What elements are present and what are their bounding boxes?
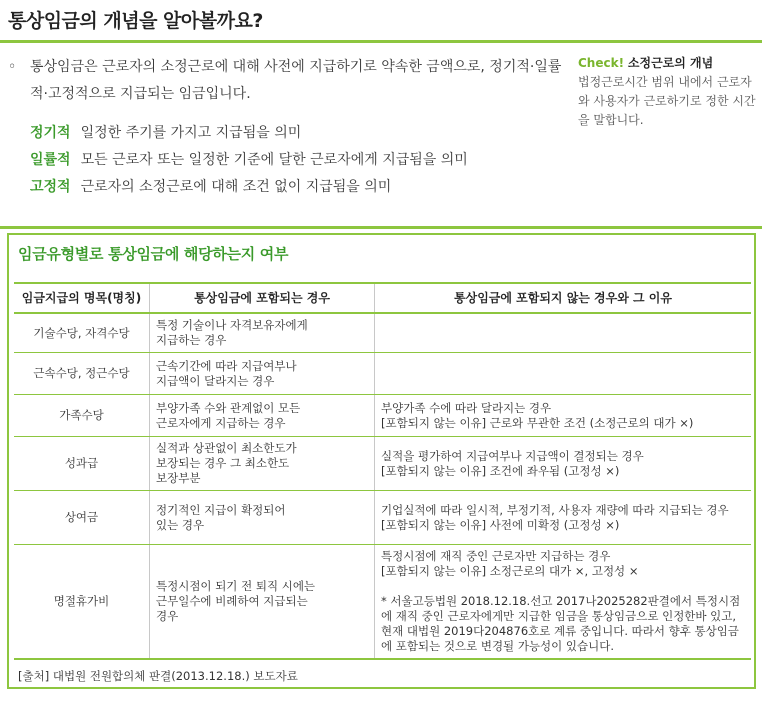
source-note: [출처] 대법원 전원합의체 판결(2013.12.18.) 보도자료 — [18, 669, 298, 683]
definition-desc: 근로자의 소정근로에 대해 조건 없이 지급됨을 의미 — [80, 179, 392, 195]
header-excluded: 통상임금에 포함되지 않는 경우와 그 이유 — [375, 283, 752, 313]
intro-text: 통상임금은 근로자의 소정근로에 대해 사전에 지급하기로 약속한 금액으로, 정기적·일률적·고정적으로 지급되는 임금입니다. — [30, 59, 562, 102]
cell-excluded: 부양가족 수에 따라 달라지는 경우 [포함되지 않는 이유] 근로와 무관한 조건 (소정근로의 대가 ×) — [375, 395, 752, 437]
table-row — [14, 395, 751, 437]
check-text: 법정근로시간 범위 내에서 근로자와 사용자가 근로하기로 정한 시간을 말합니다. — [578, 75, 756, 127]
cell-name: 가족수당 — [14, 395, 150, 437]
cell-included: 특정시점이 되기 전 퇴직 시에는 근무일수에 비례하여 지급되는 경우 — [150, 545, 375, 660]
cell-included: 부양가족 수와 관계없이 모든 근로자에게 지급하는 경우 — [150, 395, 375, 437]
check-heading: 소정근로의 개념 — [627, 56, 714, 70]
table-section-title: 임금유형별로 통상임금에 해당하는지 여부 — [18, 245, 289, 263]
cell-name: 상여금 — [14, 491, 150, 545]
cell-included: 실적과 상관없이 최소한도가 보장되는 경우 그 최소한도 보장부분 — [150, 437, 375, 491]
definition-term: 정기적 — [30, 125, 71, 141]
table-row — [14, 491, 751, 545]
table-header-row — [14, 283, 751, 313]
check-note — [578, 54, 758, 130]
definition-item — [30, 147, 468, 174]
definition-desc: 모든 근로자 또는 일정한 기준에 달한 근로자에게 지급됨을 의미 — [80, 152, 468, 168]
table-row — [14, 545, 751, 660]
header-name: 임금지급의 명목(명칭) — [14, 283, 150, 313]
cell-name: 기술수당, 자격수당 — [14, 313, 150, 353]
bullet-icon: ◦ — [8, 59, 17, 75]
table-row — [14, 437, 751, 491]
definition-item — [30, 174, 468, 201]
definition-term: 고정적 — [30, 179, 71, 195]
header-included: 통상임금에 포함되는 경우 — [150, 283, 375, 313]
definition-list — [30, 120, 468, 201]
page-title: 통상임금의 개념을 알아볼까요? — [8, 10, 263, 32]
cell-included: 특정 기술이나 자격보유자에게 지급하는 경우 — [150, 313, 375, 353]
cell-included: 정기적인 지급이 확정되어 있는 경우 — [150, 491, 375, 545]
check-label: Check! — [578, 56, 625, 70]
cell-name: 근속수당, 정근수당 — [14, 353, 150, 395]
cell-name: 명절휴가비 — [14, 545, 150, 660]
table-row — [14, 313, 751, 353]
intro-paragraph — [8, 54, 563, 108]
wage-type-table — [14, 282, 751, 660]
definition-item — [30, 120, 468, 147]
wage-type-box — [7, 233, 756, 689]
title-divider — [0, 40, 762, 43]
cell-excluded: 기업실적에 따라 일시적, 부정기적, 사용자 재량에 따라 지급되는 경우 [포함되지 않는 이유] 사전에 미확정 (고정성 ×) — [375, 491, 752, 545]
definition-term: 일률적 — [30, 152, 71, 168]
cell-name: 성과급 — [14, 437, 150, 491]
cell-excluded: 특정시점에 재직 중인 근로자만 지급하는 경우 [포함되지 않는 이유] 소정근로의 대가 ×, 고정성 × * 서울고등법원 2018.12.18.선고 2017나2025282판결에서 특정시점에 재직 중인 근로자에게만 지급한 임금을 통상임금으로 인정한바 있고, 현재 대법원 2019다204876호로 계류 중입니다. 따라서 향후 통상임금에 포함되는 것으로 변경될 가능성이 있습니다. — [375, 545, 752, 660]
section-divider — [0, 226, 762, 229]
cell-excluded — [375, 353, 752, 395]
table-row — [14, 353, 751, 395]
cell-included: 근속기간에 따라 지급여부나 지급액이 달라지는 경우 — [150, 353, 375, 395]
cell-excluded — [375, 313, 752, 353]
cell-excluded: 실적을 평가하여 지급여부나 지급액이 결정되는 경우 [포함되지 않는 이유] 조건에 좌우됨 (고정성 ×) — [375, 437, 752, 491]
definition-desc: 일정한 주기를 가지고 지급됨을 의미 — [80, 125, 302, 141]
